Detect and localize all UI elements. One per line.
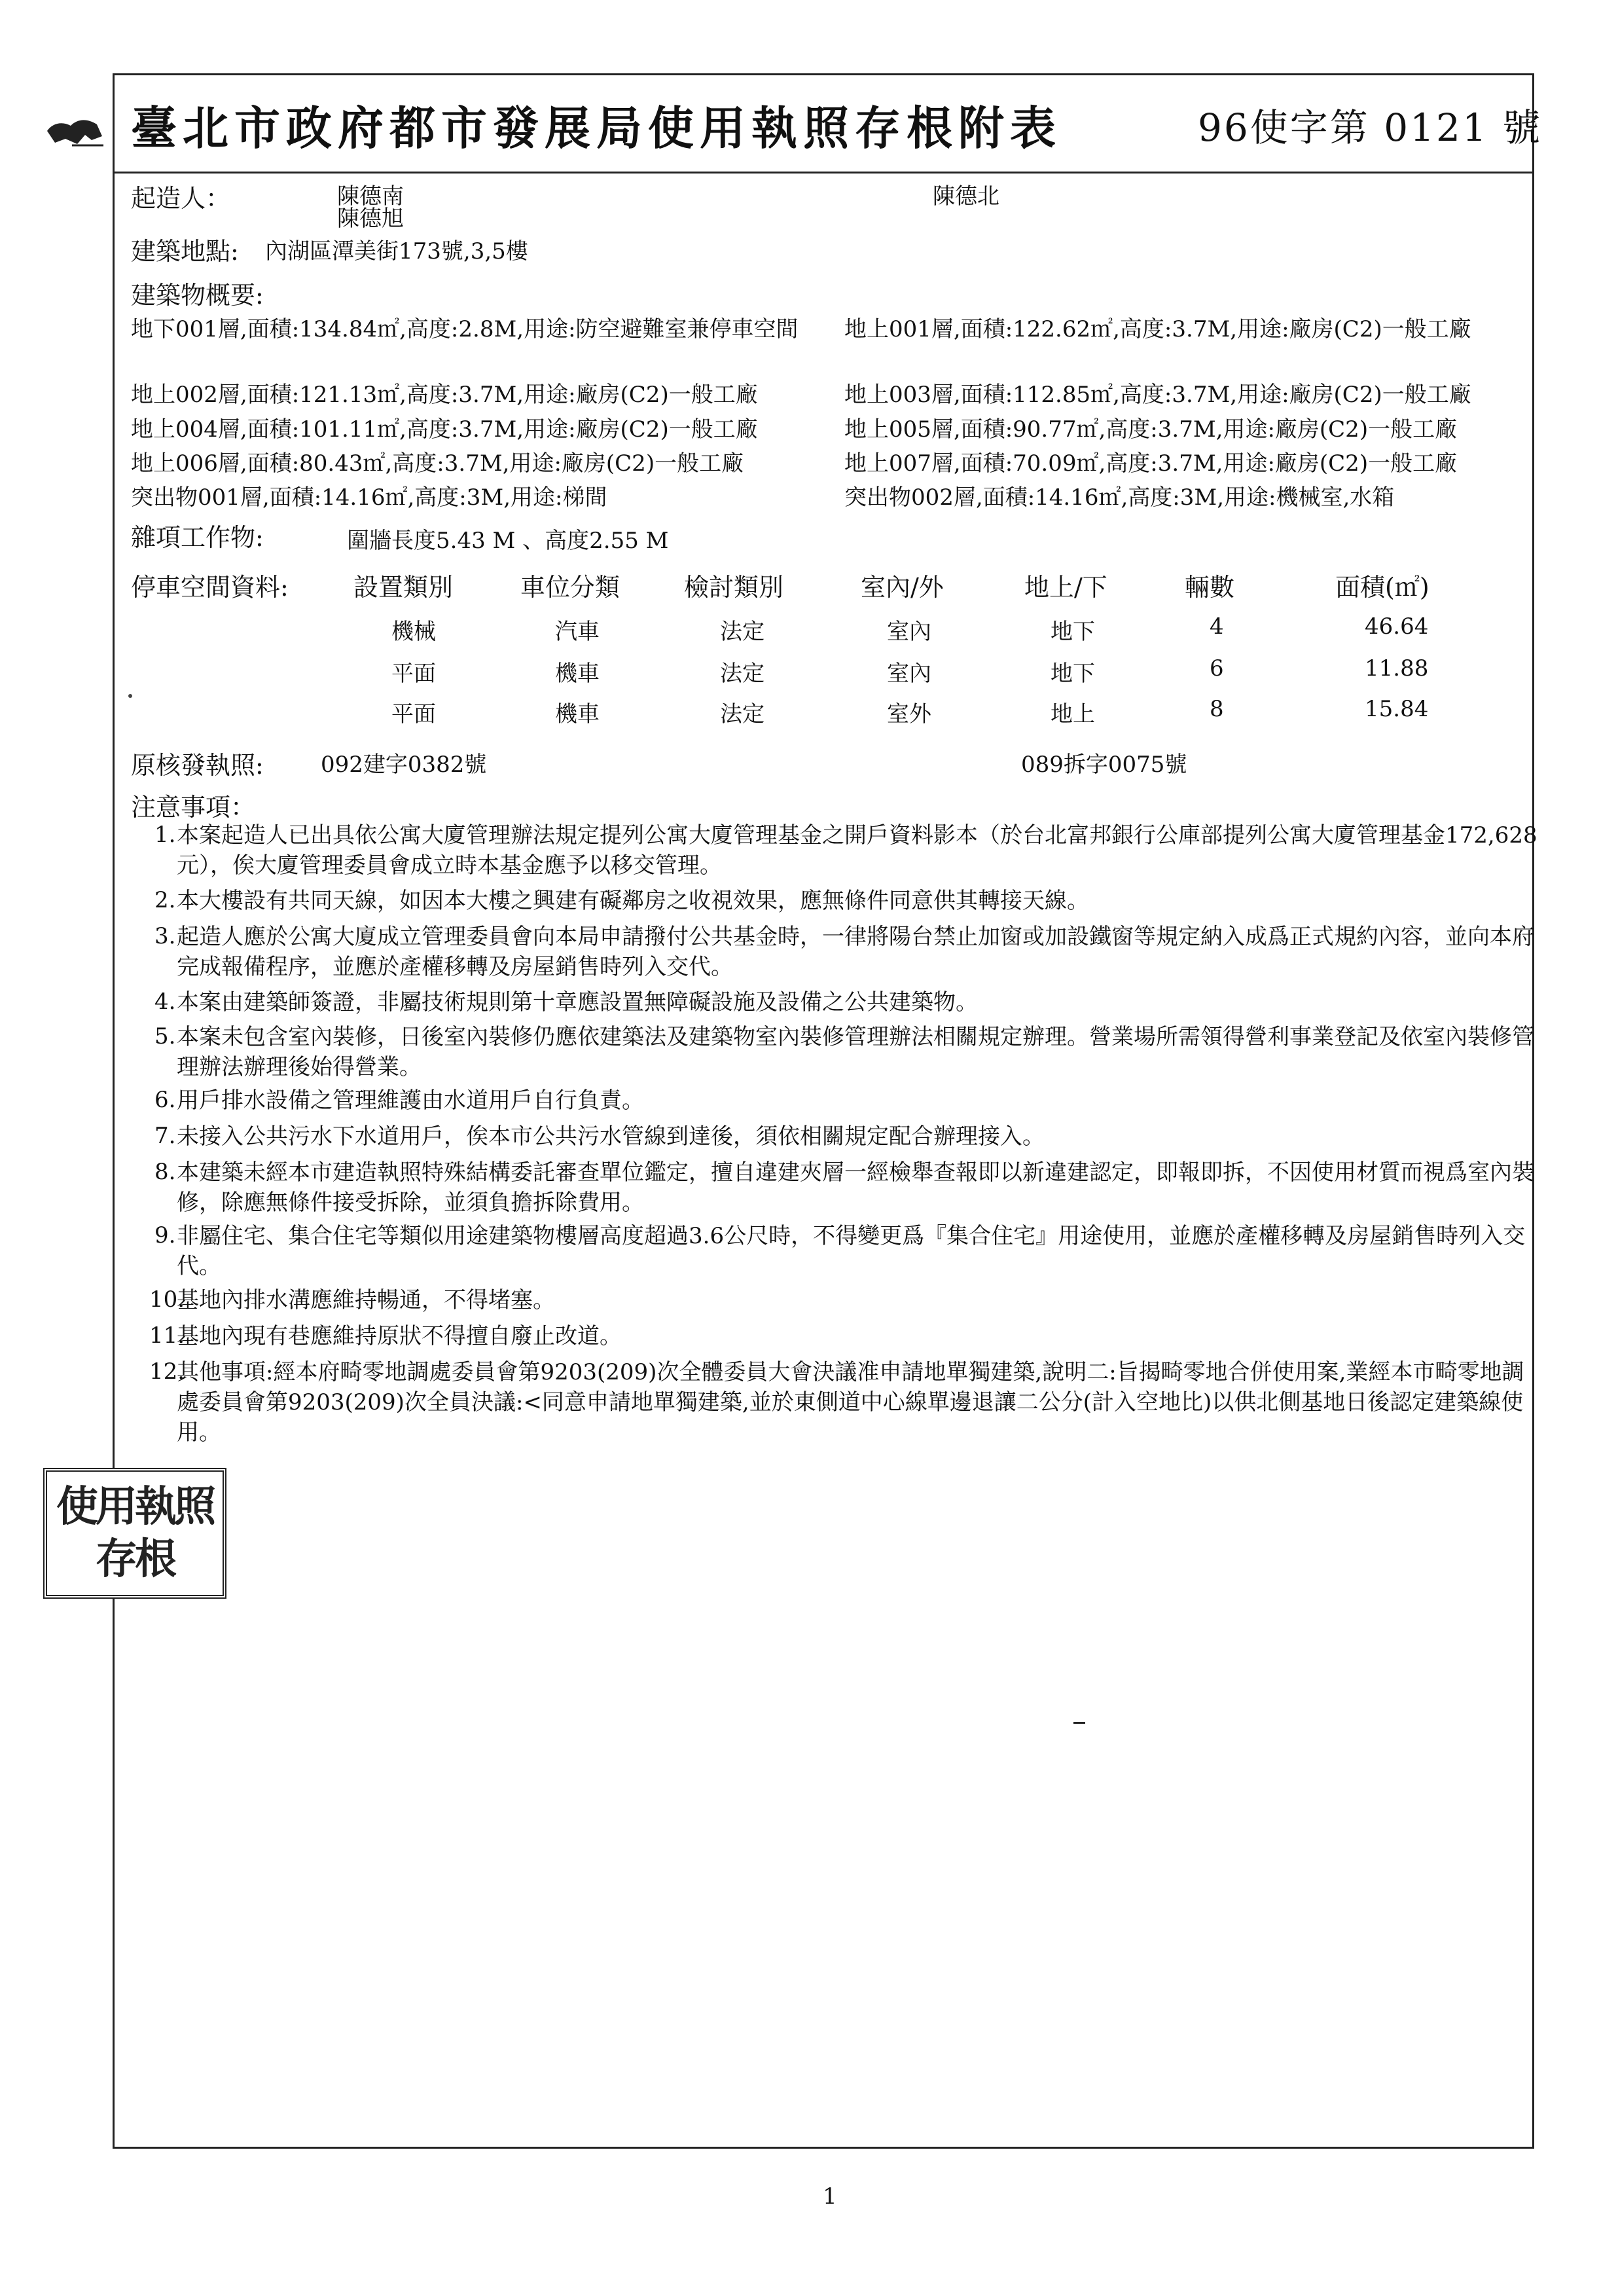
page-title: 臺北市政府都市發展局使用執照存根附表 xyxy=(131,101,1062,155)
original-permit: 092建字0382號 xyxy=(321,752,487,778)
parking-cell: 機械 xyxy=(391,619,436,645)
parking-cell: 地下 xyxy=(1051,619,1095,645)
parking-col-header: 室內/外 xyxy=(861,573,944,602)
note-number: 2. xyxy=(154,887,176,913)
seal-char: 存 xyxy=(96,1535,137,1584)
official-seal xyxy=(43,1468,226,1599)
parking-cell: 法定 xyxy=(720,701,764,727)
parking-cell: 46.64 xyxy=(1365,613,1429,640)
note-text: 本建築未經本市建造執照特殊結構委託審查單位鑑定，擅自違建夾層一經檢舉查報即以新違建認定，即報即拆，不因使用材質而視爲室內裝修，除應無條件接受拆除，並須負擔拆除費用。 xyxy=(177,1159,1534,1216)
site-address: 內湖區潭美街173號,3,5樓 xyxy=(265,238,528,264)
note-number: 4. xyxy=(154,989,176,1015)
floor-entry: 地上004層,面積:101.11㎡,高度:3.7M,用途:廠房(C2)一般工廠 xyxy=(131,416,758,443)
parking-cell: 汽車 xyxy=(555,619,600,645)
original-permit: 089拆字0075號 xyxy=(1021,752,1187,778)
floor-entry: 地上002層,面積:121.13㎡,高度:3.7M,用途:廠房(C2)一般工廠 xyxy=(131,382,758,408)
parking-cell: 8 xyxy=(1210,696,1224,722)
builders-label: 起造人： xyxy=(131,184,231,213)
floor-entry: 地上006層,面積:80.43㎡,高度:3.7M,用途:廠房(C2)一般工廠 xyxy=(131,450,744,477)
parking-cell: 法定 xyxy=(720,619,764,645)
parking-col-header: 檢討類別 xyxy=(684,573,784,602)
parking-cell: 室外 xyxy=(887,701,931,727)
parking-cell: 平面 xyxy=(391,661,436,687)
note-text: 其他事項:經本府畸零地調處委員會第9203(209)次全體委員大會決議准申請地單獨建築,說明二:旨揭畸零地合併使用案,業經本市畸零地調處委員會第9203(209)次全員決議:<同意申請地單獨建築,並於東側道中心線單邊退讓二公分(計入空地比)以供北側基地日後認定建築線使用。 xyxy=(177,1359,1524,1446)
parking-cell: 平面 xyxy=(391,701,436,727)
title-divider xyxy=(113,172,1534,173)
note-number: 1. xyxy=(154,822,176,848)
note-text: 本案起造人已出具依公寓大廈管理辦法規定提列公寓大廈管理基金之開戶資料影本（於台北富邦銀行公庫部提列公寓大廈管理基金172,628元），俟大廈管理委員會成立時本基金應予以移交管理。 xyxy=(177,822,1537,879)
parking-cell: 地下 xyxy=(1051,661,1095,687)
note-text: 未接入公共污水下水道用戶，俟本市公共污水管線到達後，須依相關規定配合辦理接入。 xyxy=(177,1123,1045,1150)
floor-entry: 地下001層,面積:134.84㎡,高度:2.8M,用途:防空避難室兼停車空間 xyxy=(131,316,799,342)
stray-mark xyxy=(1073,1722,1085,1724)
parking-cell: 11.88 xyxy=(1365,655,1429,682)
parking-col-header: 設置類別 xyxy=(353,573,454,602)
builder-name: 陳德旭 xyxy=(337,206,404,232)
notes-label: 注意事項： xyxy=(131,793,256,822)
parking-cell: 4 xyxy=(1210,613,1224,640)
seal-char: 執 xyxy=(135,1482,177,1531)
floor-entry: 地上003層,面積:112.85㎡,高度:3.7M,用途:廠房(C2)一般工廠 xyxy=(844,382,1471,408)
seal-char: 照 xyxy=(174,1482,216,1531)
note-text: 本大樓設有共同天線，如因本大樓之興建有礙鄰房之收視效果，應無條件同意供其轉接天線。 xyxy=(177,888,1089,914)
scan-artifact-icon xyxy=(46,111,105,157)
parking-col-header: 車位分類 xyxy=(520,573,620,602)
parking-cell: 室內 xyxy=(887,619,931,645)
floor-entry: 突出物002層,面積:14.16㎡,高度:3M,用途:機械室,水箱 xyxy=(844,484,1395,511)
note-text: 非屬住宅、集合住宅等類似用途建築物樓層高度超過3.6公尺時，不得變更爲『集合住宅』用途使用，並應於產權移轉及房屋銷售時列入交代。 xyxy=(177,1223,1526,1279)
parking-cell: 室內 xyxy=(887,661,931,687)
note-text: 本案由建築師簽證，非屬技術規則第十章應設置無障礙設施及設備之公共建築物。 xyxy=(177,989,978,1015)
floor-entry: 突出物001層,面積:14.16㎡,高度:3M,用途:梯間 xyxy=(131,484,607,511)
site-label: 建築地點: xyxy=(131,237,239,266)
note-number: 11. xyxy=(149,1322,185,1349)
note-text: 基地內現有巷應維持原狀不得擅自廢止改道。 xyxy=(177,1323,622,1349)
parking-label: 停車空間資料: xyxy=(131,573,289,602)
seal-char: 用 xyxy=(96,1482,137,1531)
note-number: 3. xyxy=(154,923,176,949)
parking-cell: 6 xyxy=(1210,655,1224,682)
note-number: 10. xyxy=(149,1286,185,1313)
parking-col-header: 地上/下 xyxy=(1024,573,1107,602)
note-text: 本案未包含室內裝修，日後室內裝修仍應依建築法及建築物室內裝修管理辦法相關規定辦理。營業場所需領得營利事業登記及依室內裝修管理辦法辦理後始得營業。 xyxy=(177,1024,1534,1080)
builder-name: 陳德北 xyxy=(933,183,999,210)
floor-entry: 地上005層,面積:90.77㎡,高度:3.7M,用途:廠房(C2)一般工廠 xyxy=(844,416,1458,443)
seal-char: 使 xyxy=(56,1482,98,1531)
note-number: 8. xyxy=(154,1159,176,1185)
floor-entry: 地上001層,面積:122.62㎡,高度:3.7M,用途:廠房(C2)一般工廠 xyxy=(844,316,1471,342)
parking-cell: 地上 xyxy=(1051,701,1095,727)
parking-cell: 法定 xyxy=(720,661,764,687)
note-number: 5. xyxy=(154,1023,176,1049)
parking-cell: 機車 xyxy=(555,661,600,687)
floor-entry: 地上007層,面積:70.09㎡,高度:3.7M,用途:廠房(C2)一般工廠 xyxy=(844,450,1458,477)
note-text: 起造人應於公寓大廈成立管理委員會向本局申請撥付公共基金時，一律將陽台禁止加窗或加設鐵窗等規定納入成爲正式規約內容，並向本府完成報備程序，並應於產權移轉及房屋銷售時列入交代。 xyxy=(177,924,1534,980)
note-number: 7. xyxy=(154,1123,176,1149)
note-text: 用戶排水設備之管理維護由水道用戶自行負責。 xyxy=(177,1087,644,1114)
seal-char: 根 xyxy=(135,1535,177,1584)
parking-col-header: 面積(㎡) xyxy=(1335,573,1429,602)
original-permits-label: 原核發執照: xyxy=(131,751,264,780)
overview-label: 建築物概要: xyxy=(131,281,264,310)
parking-cell: 15.84 xyxy=(1365,696,1429,722)
note-number: 6. xyxy=(154,1087,176,1113)
note-number: 9. xyxy=(154,1222,176,1248)
page-number: 1 xyxy=(823,2183,837,2210)
misc-works-value: 圍牆長度5.43 M 、高度2.55 M xyxy=(347,528,669,554)
parking-col-header: 輛數 xyxy=(1185,573,1235,602)
note-text: 基地內排水溝應維持暢通，不得堵塞。 xyxy=(177,1287,555,1313)
permit-number: 96使字第 0121 號 xyxy=(1198,105,1543,150)
misc-works-label: 雜項工作物: xyxy=(131,523,264,552)
parking-cell: 機車 xyxy=(555,701,600,727)
builder-name: 陳德南 xyxy=(337,183,404,210)
note-number: 12. xyxy=(149,1358,185,1385)
stray-dot xyxy=(128,694,132,698)
